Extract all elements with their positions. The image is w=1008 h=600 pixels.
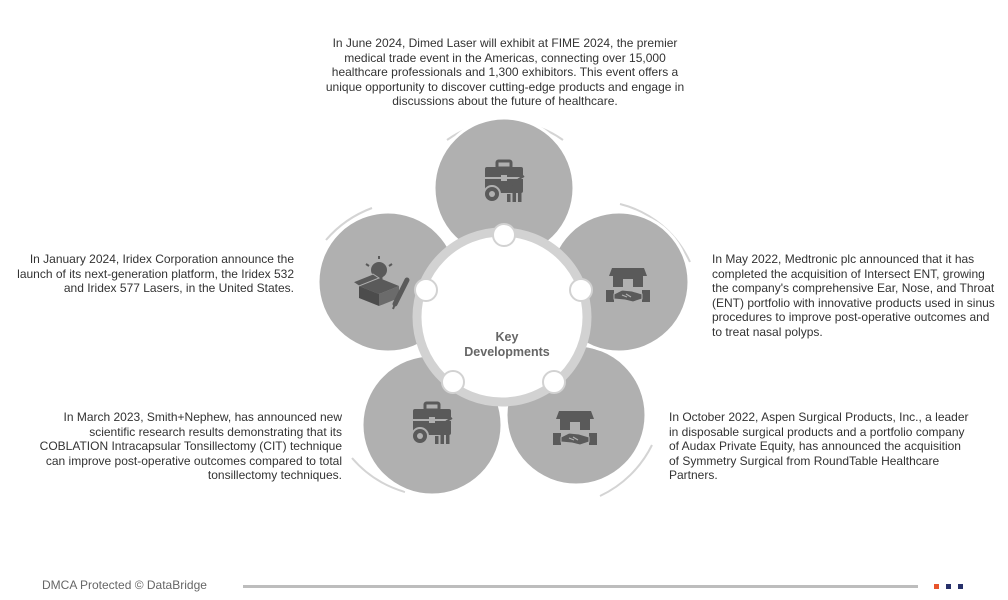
center-label: [447, 330, 567, 360]
development-text-bottom-left: In March 2023, Smith+Nephew, has announced new scientific research results demonstrating that its COBLATION Intracapsular Tonsillectomy (CIT) technique can improve post-operative outcomes compared to total tonsillectomy techniques.: [39, 410, 342, 483]
development-text-top: In June 2024, Dimed Laser will exhibit at FIME 2024, the premier medical trade event in the Americas, connecting over 15,000 healthcare professionals and 1,300 exhibitors. This event offers a unique opportunity to discover cutting-edge products and engage in discussions about the future of healthcare.: [325, 36, 685, 109]
development-text-bottom-right: In October 2022, Aspen Surgical Products, Inc., a leader in disposable surgical products and a portfolio company of Audax Private Equity, has announced the acquisition of Symmetry Surgical from RoundTable Healthcare Partners.: [669, 410, 969, 483]
development-text-right: In May 2022, Medtronic plc announced that it has completed the acquisition of Intersect ENT, growing the company's comprehensive Ear, Nose, and Throat (ENT) portfolio with innovative products used in sinus procedures to improve post-operative outcomes and to treat nasal polyps.: [712, 252, 995, 339]
development-text-left: In January 2024, Iridex Corporation announce the launch of its next-generation platform, the Iridex 532 and Iridex 577 Lasers, in the United States.: [17, 252, 294, 296]
footer-accent-square: [934, 584, 939, 589]
footer-accent-square: [946, 584, 951, 589]
ring-node-dot-bottom-right: [543, 371, 565, 393]
footer-divider: [243, 585, 918, 588]
ring-node-dot-right: [570, 279, 592, 301]
ring-node-dot-left: [415, 279, 437, 301]
center-label-line2: Developments: [464, 345, 550, 359]
footer-accent-square: [958, 584, 963, 589]
center-label-line1: Key: [495, 330, 519, 344]
ring-node-dot-top: [493, 224, 515, 246]
ring-node-dot-bottom-left: [442, 371, 464, 393]
footer-copyright: DMCA Protected © DataBridge: [42, 578, 207, 592]
